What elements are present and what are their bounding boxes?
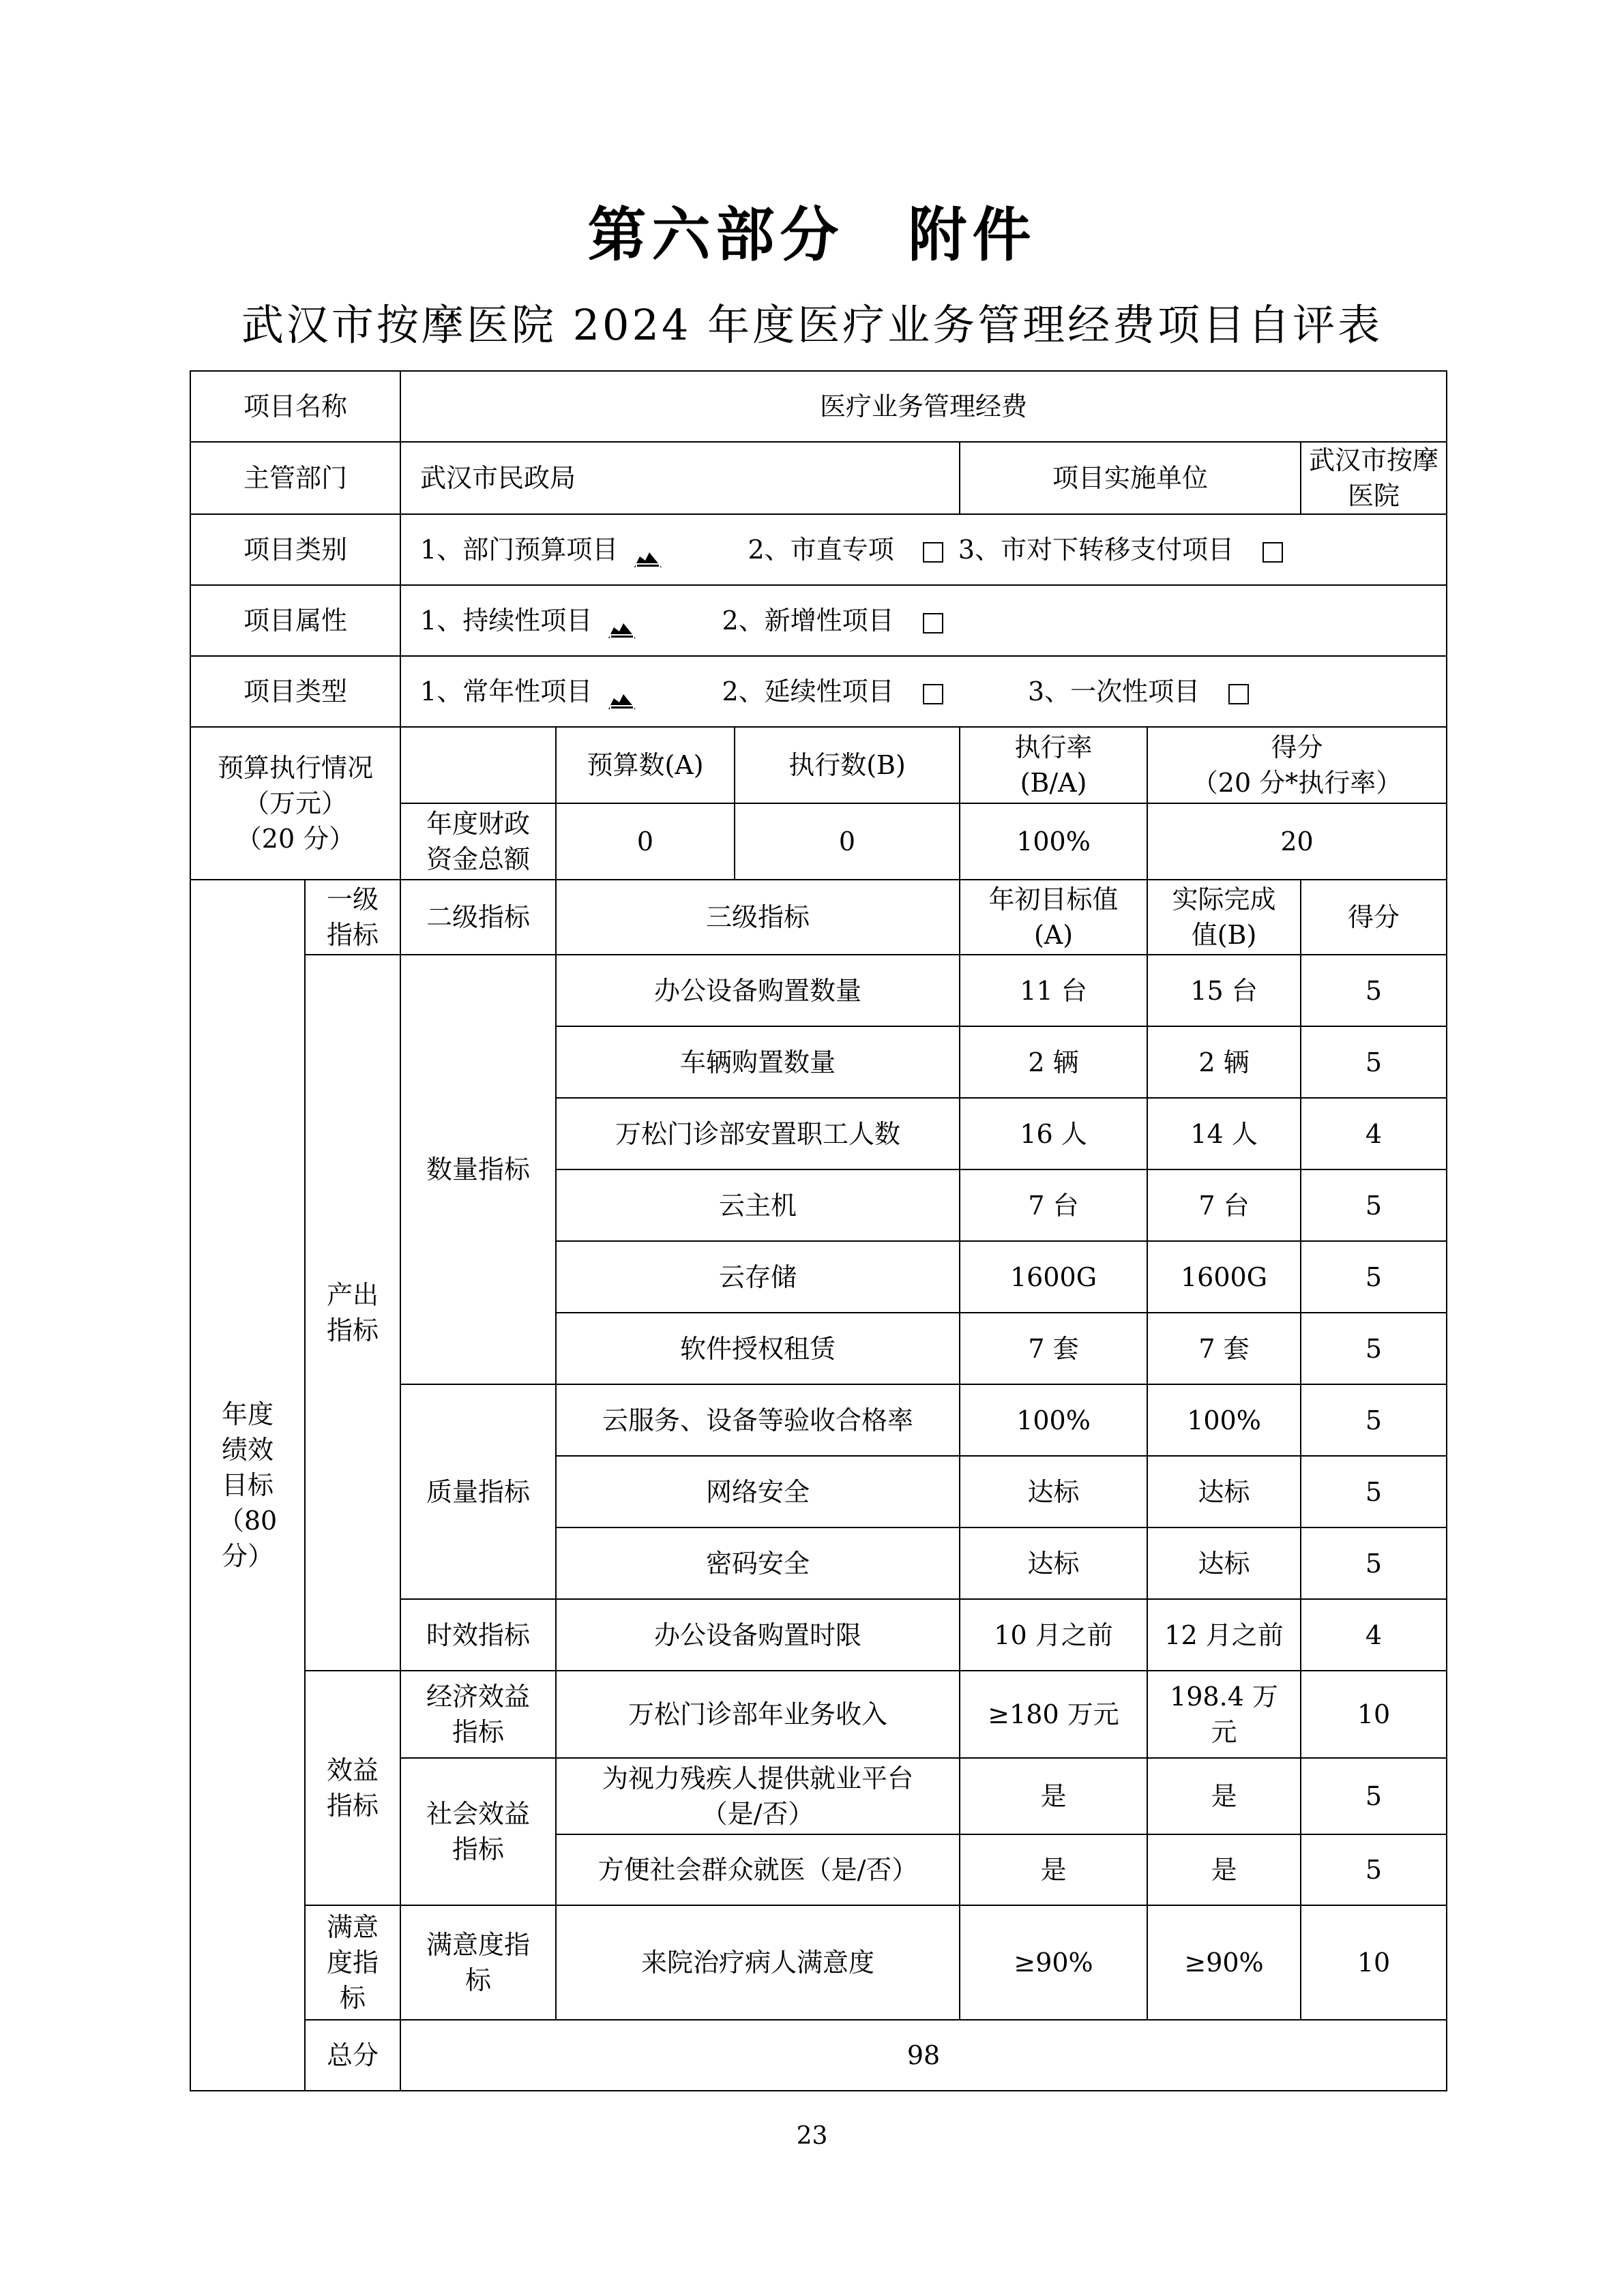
- indicator-name: 云存储: [556, 1241, 960, 1313]
- indicator-name: 万松门诊部年业务收入: [556, 1671, 960, 1758]
- actual-value: 是: [1147, 1834, 1301, 1905]
- indicator-name: 来院治疗病人满意度: [556, 1905, 960, 2020]
- target-value: 达标: [960, 1456, 1147, 1527]
- project-category-label: 项目类别: [190, 514, 400, 585]
- indicator-name: 软件授权租赁: [556, 1313, 960, 1384]
- row-performance-header: [190, 880, 1447, 955]
- actual-value: 达标: [1147, 1527, 1301, 1599]
- project-type-options: [400, 656, 1447, 727]
- score-value: 5: [1301, 1527, 1447, 1599]
- table-row: [190, 1905, 1447, 2020]
- target-value: 是: [960, 1758, 1147, 1834]
- indicator-name: 车辆购置数量: [556, 1026, 960, 1098]
- score-value: 4: [1301, 1599, 1447, 1671]
- indicator-name: 办公设备购置数量: [556, 955, 960, 1026]
- row-project-category: [190, 514, 1447, 585]
- score-header: 得分: [1301, 880, 1447, 955]
- row-project-type: [190, 656, 1447, 727]
- score-value: 5: [1301, 1834, 1447, 1905]
- self-evaluation-table: [190, 370, 1447, 2091]
- actual-value: 2 辆: [1147, 1026, 1301, 1098]
- actual-header: 实际完成 值(B): [1147, 880, 1301, 955]
- page-title: 第六部分 附件: [587, 201, 1037, 269]
- checkbox-empty-icon: [923, 684, 943, 704]
- level1-header: 一级 指标: [305, 880, 400, 955]
- type-option-one-time: 3、一次性项目: [1027, 676, 1200, 706]
- project-name-value: 医疗业务管理经费: [400, 371, 1447, 442]
- project-name-label: 项目名称: [190, 371, 400, 442]
- target-header: 年初目标值 (A): [960, 880, 1147, 955]
- target-value: 100%: [960, 1384, 1147, 1456]
- checkbox-empty-icon: [923, 542, 943, 563]
- score-value: 10: [1301, 1671, 1447, 1758]
- department-label: 主管部门: [190, 442, 400, 514]
- type-option-annual: 1、常年性项目: [420, 676, 593, 706]
- page-number: 23: [796, 2122, 828, 2150]
- implementing-unit-value: 武汉市按摩医院: [1301, 442, 1447, 514]
- project-attribute-label: 项目属性: [190, 585, 400, 656]
- target-value: 11 台: [960, 955, 1147, 1026]
- score-col-header: 得分 （20 分*执行率）: [1147, 727, 1447, 803]
- fiscal-funds-label: 年度财政 资金总额: [400, 803, 556, 880]
- indicator-name: 为视力残疾人提供就业平台 （是/否）: [556, 1758, 960, 1834]
- target-value: 7 套: [960, 1313, 1147, 1384]
- target-value: ≥90%: [960, 1905, 1147, 2020]
- level1-output: 产出 指标: [305, 955, 400, 1671]
- attribute-option-continuing: 1、持续性项目: [420, 606, 593, 636]
- checked-mark-icon: [633, 542, 663, 563]
- actual-value: 是: [1147, 1758, 1301, 1834]
- indicator-name: 方便社会群众就医（是/否）: [556, 1834, 960, 1905]
- indicator-name: 办公设备购置时限: [556, 1599, 960, 1671]
- checked-mark-icon: [607, 613, 637, 633]
- actual-value: 12 月之前: [1147, 1599, 1301, 1671]
- category-option-department-budget: 1、部门预算项目: [420, 535, 619, 565]
- actual-value: 7 套: [1147, 1313, 1301, 1384]
- level2-social: 社会效益 指标: [400, 1758, 556, 1905]
- actual-value: 0: [735, 803, 960, 880]
- checkbox-empty-icon: [923, 613, 943, 633]
- department-value: 武汉市民政局: [400, 442, 960, 514]
- row-total: [190, 2020, 1447, 2091]
- score-value: 5: [1301, 1169, 1447, 1241]
- score-value: 5: [1301, 1241, 1447, 1313]
- row-project-name: [190, 371, 1447, 442]
- performance-section-label: 年度 绩效 目标 （80 分）: [190, 880, 305, 2091]
- actual-value: 7 台: [1147, 1169, 1301, 1241]
- budget-execution-label: 预算执行情况 （万元） （20 分）: [190, 727, 400, 880]
- score-value: 5: [1301, 1313, 1447, 1384]
- project-attribute-options: [400, 585, 1447, 656]
- project-type-label: 项目类型: [190, 656, 400, 727]
- target-value: 10 月之前: [960, 1599, 1147, 1671]
- checked-mark-icon: [607, 684, 637, 704]
- level2-header: 二级指标: [400, 880, 556, 955]
- implementing-unit-label: 项目实施单位: [960, 442, 1301, 514]
- score-value: 10: [1301, 1905, 1447, 2020]
- actual-value: 1600G: [1147, 1241, 1301, 1313]
- actual-value: ≥90%: [1147, 1905, 1301, 2020]
- target-value: 7 台: [960, 1169, 1147, 1241]
- level2-quantity: 数量指标: [400, 955, 556, 1384]
- budget-score-value: 20: [1147, 803, 1447, 880]
- table-title: 武汉市按摩医院 2024 年度医疗业务管理经费项目自评表: [241, 300, 1383, 350]
- target-value: 2 辆: [960, 1026, 1147, 1098]
- type-option-extended: 2、延续性项目: [722, 676, 894, 706]
- level2-satisfaction: 满意度指 标: [400, 1905, 556, 2020]
- total-label: 总分: [305, 2020, 400, 2091]
- actual-value: 198.4 万 元: [1147, 1671, 1301, 1758]
- rate-value: 100%: [960, 803, 1147, 880]
- project-category-options: [400, 514, 1447, 585]
- indicator-name: 云主机: [556, 1169, 960, 1241]
- rate-col-header: 执行率 (B/A): [960, 727, 1147, 803]
- level3-header: 三级指标: [556, 880, 960, 955]
- table-row: [190, 955, 1447, 1026]
- level1-benefit: 效益 指标: [305, 1671, 400, 1905]
- target-value: ≥180 万元: [960, 1671, 1147, 1758]
- score-value: 5: [1301, 1758, 1447, 1834]
- indicator-name: 万松门诊部安置职工人数: [556, 1098, 960, 1169]
- score-value: 5: [1301, 1026, 1447, 1098]
- target-value: 是: [960, 1834, 1147, 1905]
- target-value: 16 人: [960, 1098, 1147, 1169]
- row-department: [190, 442, 1447, 514]
- target-value: 达标: [960, 1527, 1147, 1599]
- category-option-city-special: 2、市直专项: [748, 535, 894, 565]
- total-value: 98: [400, 2020, 1447, 2091]
- level1-satisfaction: 满意 度指 标: [305, 1905, 400, 2020]
- target-value: 1600G: [960, 1241, 1147, 1313]
- score-value: 4: [1301, 1098, 1447, 1169]
- row-budget-header: [190, 727, 1447, 803]
- actual-value: 100%: [1147, 1384, 1301, 1456]
- actual-value: 达标: [1147, 1456, 1301, 1527]
- actual-value: 15 台: [1147, 955, 1301, 1026]
- budget-value: 0: [556, 803, 735, 880]
- level2-economic: 经济效益 指标: [400, 1671, 556, 1758]
- attribute-option-new: 2、新增性项目: [722, 606, 894, 636]
- indicator-name: 密码安全: [556, 1527, 960, 1599]
- score-value: 5: [1301, 1456, 1447, 1527]
- category-option-transfer-payment: 3、市对下转移支付项目: [958, 535, 1235, 565]
- table-row: [190, 1671, 1447, 1758]
- level2-timeliness: 时效指标: [400, 1599, 556, 1671]
- checkbox-empty-icon: [1263, 542, 1283, 563]
- actual-col-header: 执行数(B): [735, 727, 960, 803]
- level2-quality: 质量指标: [400, 1384, 556, 1599]
- budget-col-header: 预算数(A): [556, 727, 735, 803]
- indicator-name: 网络安全: [556, 1456, 960, 1527]
- score-value: 5: [1301, 955, 1447, 1026]
- indicator-name: 云服务、设备等验收合格率: [556, 1384, 960, 1456]
- row-project-attribute: [190, 585, 1447, 656]
- score-value: 5: [1301, 1384, 1447, 1456]
- checkbox-empty-icon: [1228, 684, 1249, 704]
- budget-empty-cell: [400, 727, 556, 803]
- actual-value: 14 人: [1147, 1098, 1301, 1169]
